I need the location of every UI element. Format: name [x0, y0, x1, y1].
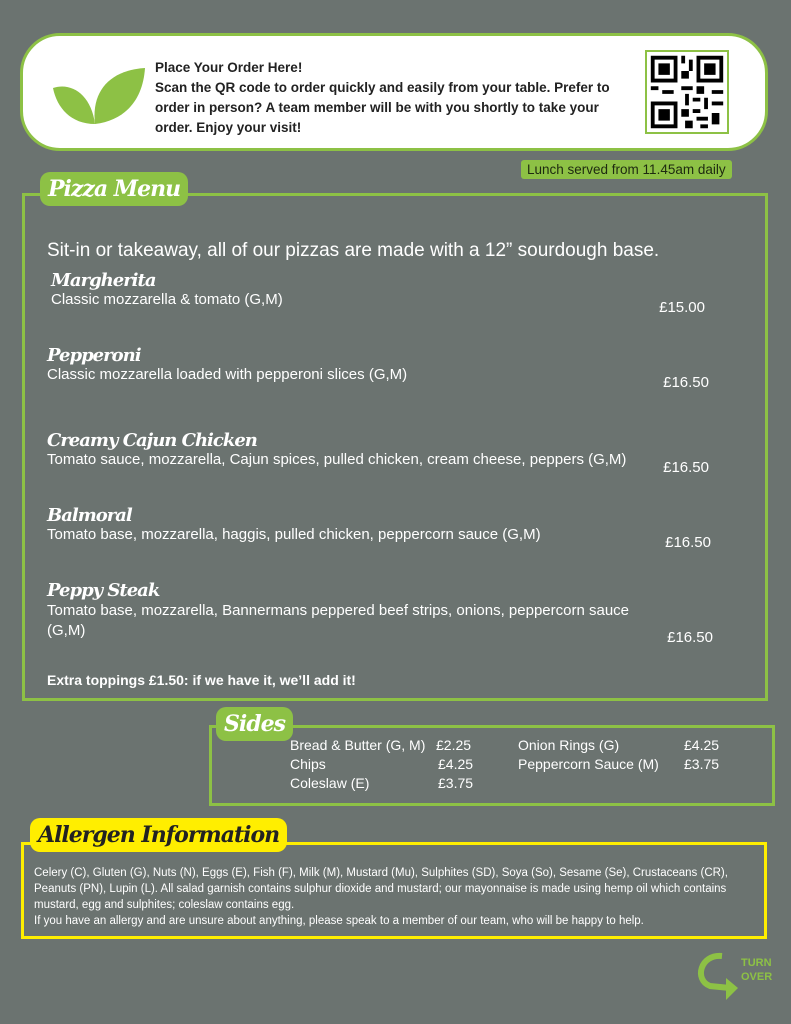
- side-name: Coleslaw (E): [290, 775, 370, 791]
- pizza-price: £16.50: [665, 534, 711, 551]
- qr-code[interactable]: [645, 50, 729, 134]
- pizza-desc: Tomato sauce, mozzarella, Cajun spices, pulled chicken, cream cheese, peppers (G,M): [47, 451, 627, 468]
- pizza-desc: Classic mozzarella loaded with pepperoni slices (G,M): [47, 366, 408, 383]
- turn-over-arrow-icon: [690, 950, 740, 1008]
- qr-code-icon: [647, 52, 727, 132]
- allergen-title: Allergen Information: [30, 818, 287, 852]
- extra-toppings: Extra toppings £1.50: if we have it, we’ll add it!: [47, 672, 356, 688]
- side-name: Peppercorn Sauce (M): [518, 756, 659, 772]
- side-price: £2.25: [436, 737, 472, 753]
- pizza-desc: Tomato base, mozzarella, Bannermans peppered beef strips, onions, peppercorn sauce (G,M): [47, 602, 630, 639]
- pizza-name: Margherita: [51, 270, 156, 291]
- allergen-note: If you have an allergy and are unsure about anything, please speak to a member of our team, who will be happy to help.: [34, 915, 644, 927]
- pizza-item: [47, 580, 657, 641]
- side-price: £4.25: [438, 756, 474, 772]
- allergen-box: [21, 842, 767, 939]
- pizza-name: Peppy Steak: [47, 580, 160, 601]
- side-name: Bread & Butter (G, M): [290, 737, 426, 753]
- sides-box: [209, 725, 775, 806]
- side-name: Chips: [290, 756, 326, 772]
- lunch-badge: Lunch served from 11.45am daily: [521, 160, 732, 179]
- pizza-item: [51, 270, 283, 308]
- order-card: [20, 33, 768, 151]
- side-name: Onion Rings (G): [518, 737, 620, 753]
- over-label: OVER: [741, 971, 773, 983]
- pizza-desc: Tomato base, mozzarella, haggis, pulled chicken, peppercorn sauce (G,M): [47, 526, 541, 543]
- allergen-text: Celery (C), Gluten (G), Nuts (N), Eggs (E), Fish (F), Milk (M), Mustard (Mu), Sulphites (SD), Soya (So), Sesame (Se), Crustaceans (CR), Peanuts (PN), Lupin (L). All salad garnish contains sulphur dioxide and mustard; our mayonnaise is made using hemp oil which contains mustard, egg and sulphites; coleslaw contains egg.: [34, 867, 728, 911]
- pizza-name: Creamy Cajun Chicken: [47, 430, 257, 451]
- pizza-desc: Classic mozzarella & tomato (G,M): [51, 291, 283, 308]
- pizza-item: [47, 505, 541, 543]
- pizza-price: £15.00: [659, 299, 705, 316]
- order-heading: Place Your Order Here!: [155, 60, 303, 75]
- turn-label: TURN: [741, 957, 772, 969]
- pizza-menu-box: [22, 193, 768, 701]
- pizza-menu-title: Pizza Menu: [40, 172, 188, 206]
- pizza-name: Balmoral: [47, 505, 132, 526]
- order-body: Scan the QR code to order quickly and easily from your table. Prefer to order in person? A team member will be with you shortly to take your order. Enjoy your visit!: [155, 80, 610, 135]
- sides-title: Sides: [216, 707, 293, 741]
- pizza-price: £16.50: [663, 374, 709, 391]
- pizza-item: [47, 430, 626, 468]
- pizza-intro: Sit-in or takeaway, all of our pizzas are made with a 12” sourdough base.: [47, 240, 660, 261]
- side-price: £3.75: [438, 775, 474, 791]
- pizza-name: Pepperoni: [47, 345, 141, 366]
- side-price: £3.75: [684, 756, 720, 772]
- leaf-icon: [51, 64, 147, 126]
- pizza-price: £16.50: [667, 629, 713, 646]
- turn-over-label[interactable]: [741, 956, 772, 984]
- pizza-price: £16.50: [663, 459, 709, 476]
- side-price: £4.25: [684, 737, 720, 753]
- pizza-item: [47, 345, 407, 383]
